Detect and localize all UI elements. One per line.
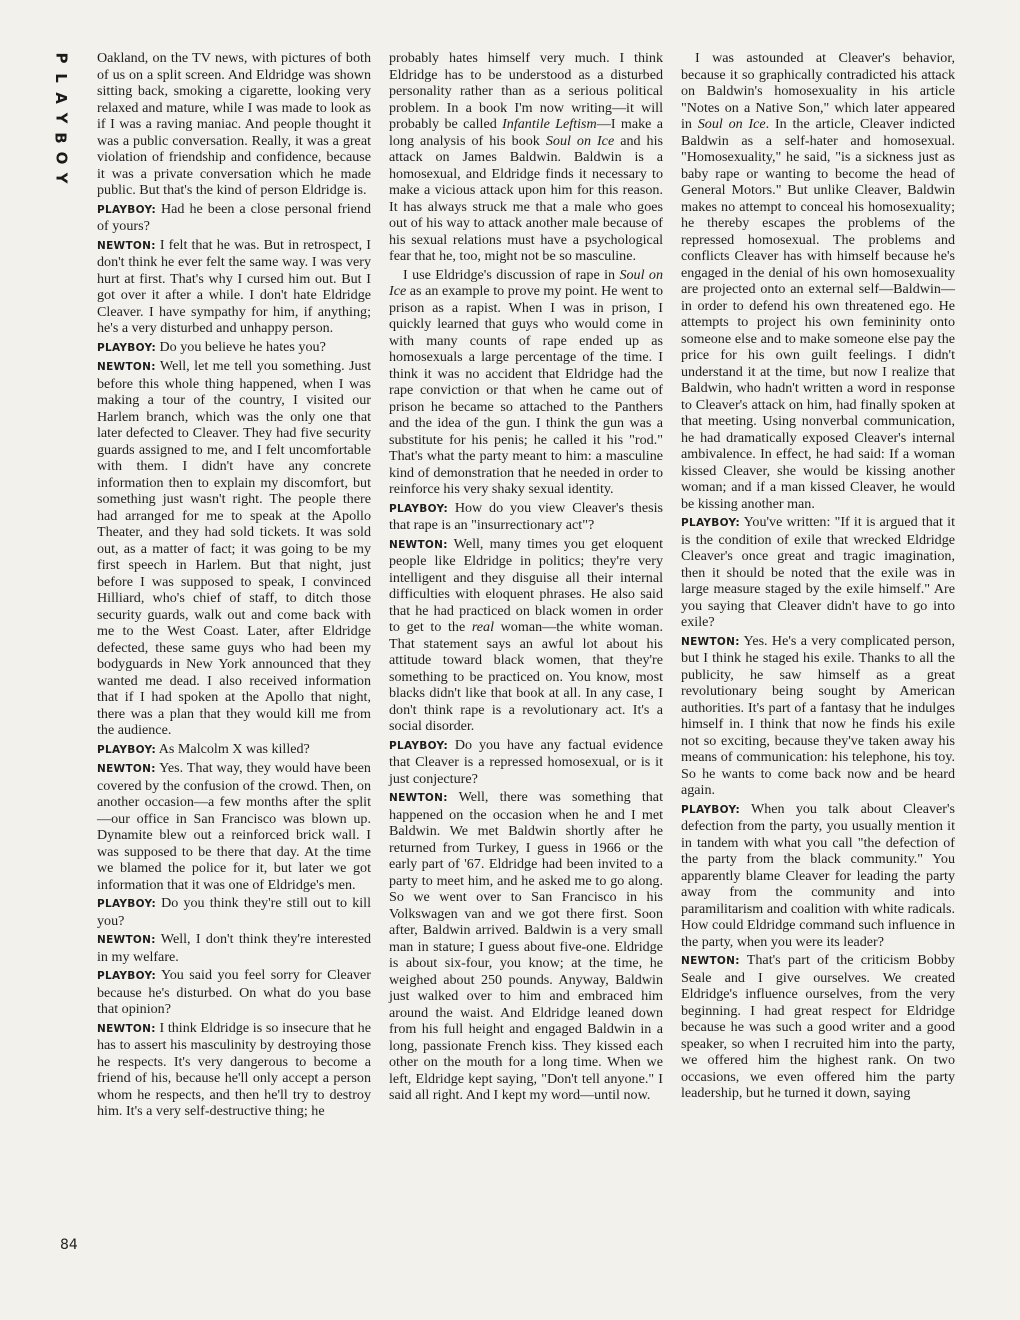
speaker-label: NEWTON: [97,361,156,373]
article-paragraph [389,789,663,1104]
speaker-label: NEWTON: [97,763,156,775]
article-columns [97,50,955,1265]
article-paragraph [681,514,955,631]
article-column-2 [389,50,663,1265]
paragraph-text: That's part of the criticism Bobby Seale and I give ourselves. We created Eldridge's influence ourselves, from the very beginning. I had great respect for Eldridge because he was such a good writer and a good speaker, so when I recruited him into the party, we offered him the highest rank. On two occasions, we even offered him the party leadership, but he turned it down, saying [681,952,955,1101]
article-paragraph [97,50,371,199]
article-paragraph [97,1020,371,1120]
paragraph-text: I use Eldridge's discussion of rape in Soul on Ice as an example to prove my point. He went to prison as a rapist. When I was in prison, I quickly learned that guys who would come in with many counts of rape ended up as homosexuals a large percentage of the time. I think it was no accident that Eldridge had the rape conviction or that when he came out of prison he became so attached to the Panthers and the idea of the gun. I think the gun was a substitute for his penis; he called it his "rod." That's what the party meant to him: a masculine kind of demonstration that he needed in order to reinforce his very shaky sexual identity. [389,266,663,497]
paragraph-text: Oakland, on the TV news, with pictures of both of us on a split screen. And Eldridge was shown sitting back, smoking a cigarette, looking very relaxed and mature, while I was made to look as if I was a raving maniac. And people thought it was a public conversation. Really, it was a great violation of friendship and confidence, because it was a private conversation which he made public. But that's the kind of person Eldridge is. [97,50,371,198]
paragraph-text: Yes. That way, they would have been covered by the confusion of the crowd. Then, on another occasion—a few months after the split—our office in San Francisco was blown up. Dynamite blew out a reinforced brick wall. I was supposed to be there that day. At the time we blamed the police for it, but later we got information that it was one of Eldridge's men. [97,760,371,893]
paragraph-text: You said you feel sorry for Cleaver because he's disturbed. On what do you base that opinion? [97,967,371,1017]
article-paragraph [389,536,663,735]
article-paragraph [97,201,371,235]
article-paragraph [681,50,955,512]
speaker-label: PLAYBOY: [97,898,156,910]
speaker-label: NEWTON: [97,239,156,252]
speaker-label: PLAYBOY: [97,203,156,216]
speaker-label: NEWTON: [681,955,740,967]
speaker-label: PLAYBOY: [681,517,740,529]
side-label-letter: O [51,151,70,165]
side-label-letter: P [52,52,70,64]
paragraph-text: I was astounded at Cleaver's behavior, because it so graphically contradicted his attack on Baldwin's homosexuality in his article "Notes on a Native Son," which later appeared in Soul on Ice. In the article, Cleaver indicted Baldwin as a self-hater and homosexual. "Homosexuality," he said, "is a sickness just as baby rape or wanting to become the head of General Motors." But unlike Cleaver, Baldwin makes no attempt to conceal his homosexuality; he thereby escapes the problems of the repressed homosexual. The problems and conflicts Cleaver has with himself because he's engaged in the denial of his own homosexuality are projected onto an external self—Baldwin—in order to defend his own threatened ego. He attempts to project his own femininity onto someone else and to make someone else pay the price for his own guilt feelings. I didn't understand it at the time, but now I realize that Baldwin, who hadn't written a word in response to Cleaver's attack on him, had finally spoken at that meeting. Using nonverbal communication, he had dramatically exposed Cleaver's internal ambivalence. In effect, he had said: If a woman kissed Cleaver, she would be kissing another woman; and if a man kissed Cleaver, he would be kissing another man. [681,50,955,512]
article-paragraph [389,267,663,498]
speaker-label: NEWTON: [389,792,448,804]
side-label-letter: Y [52,172,70,184]
paragraph-text: Had he been a close personal friend of yours? [97,200,372,234]
article-paragraph [389,50,663,265]
paragraph-text: You've written: "If it is argued that it is the condition of exile that wrecked Eldridge Cleaver's once great and tragic imagination, then it should be noted that the exile was in large measure staged by the exile himself." Are you saying that Cleaver didn't have to go into exile? [681,514,955,630]
speaker-label: PLAYBOY: [681,803,740,816]
paragraph-text: Well, many times you get eloquent people like Eldridge in politics; they're very intelligent and they disguise all their internal difficulties with eloquent phrases. He also said that he had practiced on black women in order to get to the real woman—the white woman. That statement says an awful lot about his attitude toward black women, that they're something to be practiced on. You know, most blacks didn't like that book at all. In any case, I don't think rape is a revolutionary act. It's a social disorder. [389,535,663,734]
speaker-label: PLAYBOY: [97,970,156,982]
article-paragraph [97,967,371,1018]
speaker-label: PLAYBOY: [97,743,156,756]
paragraph-text: Well, I don't think they're interested in my welfare. [97,931,371,965]
article-paragraph [681,633,955,799]
article-paragraph [97,339,371,357]
paragraph-text: Well, there was something that happened on the occasion when he and I met Baldwin. We met Baldwin shortly after he returned from Turkey, I guess in 1966 or the early part of '67. Eldridge had been invited to a party to meet him, and he asked me to go along. So we went over to San Francisco in his Volkswagen van and we got there first. Soon after, Baldwin arrived. Baldwin is a very small man in stature; I guess about five-one. Eldridge is about six-four, you know; at the time, he weighed about 250 pounds. Anyway, Baldwin just walked over to him and embraced him around the waist. And Eldridge leaned down from his full height and engaged Baldwin in a long, passionate French kiss. They kissed each other on the mouth for a long time. When we left, Eldridge kept saying, "Don't tell anyone." I said all right. And I kept my word—until now. [389,789,663,1103]
side-label-letter: L [52,73,70,83]
article-paragraph [97,358,371,739]
paragraph-text: I felt that he was. But in retrospect, I don't think he ever felt the same way. I was very hurt at first. That's why I cursed him out. But I got over it after a while. I don't hate Eldridge Cleaver. I have sympathy for him, if anything; he's a very disturbed and unhappy person. [97,236,371,336]
speaker-label: NEWTON: [97,934,156,946]
side-label-letter: Y [52,112,70,124]
article-paragraph [681,952,955,1102]
speaker-label: PLAYBOY: [389,739,448,752]
speaker-label: PLAYBOY: [97,341,156,354]
paragraph-text: Well, let me tell you something. Just before this whole thing happened, when I was making a tour of the country, I visited our Harlem branch, which was the only one that later defected to Cleaver. They had five security guards assigned to me, and I felt uncomfortable with them. I didn't have any concrete information then to explain my discomfort, but something just wasn't right. The people there had arranged for me to speak at the Apollo Theater, and they had sold tickets. It was sold out, as a matter of fact; it was going to be my first speech in Harlem. But that night, just before I was supposed to speak, I convinced Hilliard, who's chief of staff, to ditch those security guards, walk out and come back with me to the West Coast. Later, after Eldridge defected, these same guys who had been my bodyguards in New York announced that they wanted me dead. I also received information that if I had spoken at the Apollo that night, there was a plan that they would kill me from the audience. [97,358,371,738]
paragraph-text: Do you believe he hates you? [159,338,326,355]
side-label-letter: B [52,132,70,144]
article-paragraph [389,500,663,534]
speaker-label: NEWTON: [389,538,448,551]
paragraph-text: I think Eldridge is so insecure that he has to assert his masculinity by destroying those he respects. It's very dangerous to become a friend of his, because he'll only accept a person whom he respects, and then he'll try to destroy him. It's a very self-destructive thing; he [97,1019,371,1119]
article-paragraph [97,741,371,759]
paragraph-text: Do you have any factual evidence that Cleaver is a repressed homosexual, or is it just conjecture? [389,736,663,787]
paragraph-text: How do you view Cleaver's thesis that rape is an "insurrectionary act"? [389,499,663,533]
article-paragraph [97,237,371,337]
article-column-1 [97,50,371,1265]
article-paragraph [681,801,955,951]
paragraph-text: Do you think they're still out to kill you? [97,895,372,929]
side-label-letter: A [51,92,70,104]
paragraph-text: As Malcolm X was killed? [158,740,310,757]
article-paragraph [97,931,371,965]
speaker-label: NEWTON: [97,1022,156,1035]
speaker-label: PLAYBOY: [389,502,448,515]
article-paragraph [97,760,371,893]
article-column-3 [681,50,955,1265]
article-paragraph [97,895,371,929]
paragraph-text: probably hates himself very much. I think Eldridge has to be understood as a disturbed personality rather than as a serious political problem. In a book I'm now writing—it will probably be called Infantile Leftism—I make a long analysis of his book Soul on Ice and his attack on James Baldwin. Baldwin is a homosexual, and Eldridge finds it necessary to make a vicious attack upon him for this reason. It has always struck me that a male who goes out of his way to attack another male because of his sexual relations must have a psychological fear that he, too, might not be so masculine. [389,50,663,264]
article-paragraph [389,737,663,788]
page-number: 84 [60,1237,78,1253]
paragraph-text: When you talk about Cleaver's defection from the party, you usually mention it in tandem with what you call "the defection of the party from the black community." You apparently blame Cleaver for leading the party away from the community and into paramilitarism and coalition with white radicals. How could Eldridge command such influence in the party, when you were its leader? [681,800,955,950]
magazine-side-label [53,48,69,188]
paragraph-text: Yes. He's a very complicated person, but I think he staged his exile. Thanks to all the publicity, he saw himself as a great revolutionary being sought by American authorities. It's part of a fantasy that he indulges himself in. I think that now he finds his exile not so exciting, because they've taken away his means of communication: his telephone, his toy. So he wants to come back now and be heard again. [681,632,955,798]
speaker-label: NEWTON: [681,635,740,648]
